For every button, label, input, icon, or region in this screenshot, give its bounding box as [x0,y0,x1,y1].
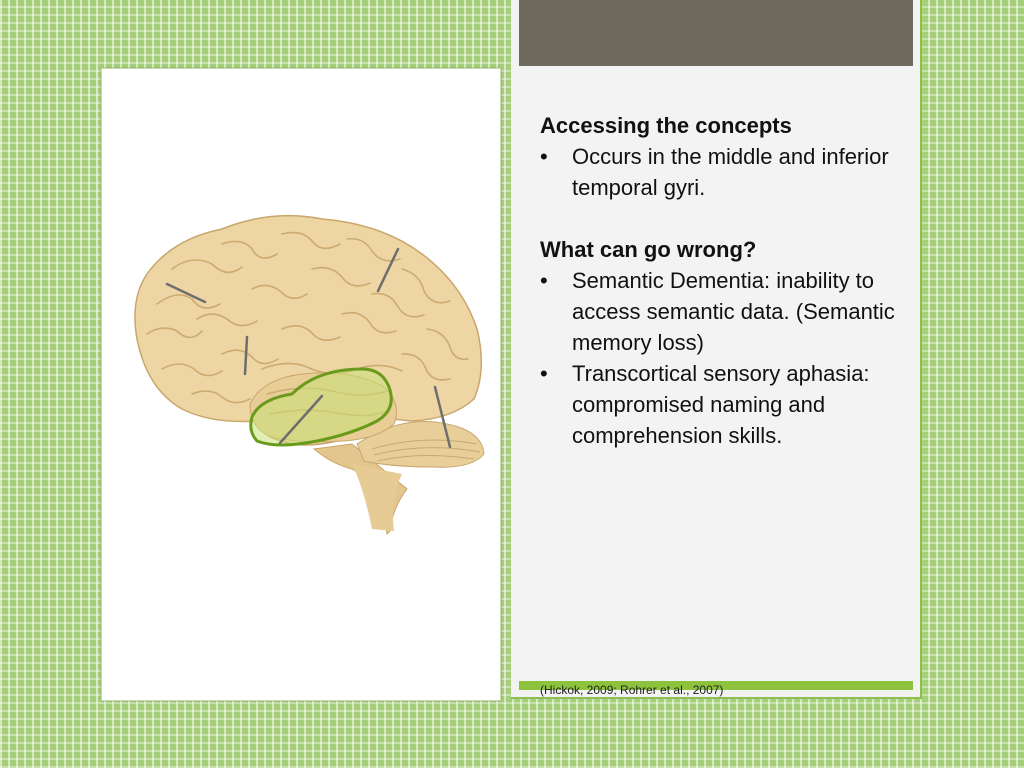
brain-stem-lower [352,464,402,531]
citation: (Hickok, 2009; Rohrer et al., 2007) [540,683,724,697]
bullet-item: • Transcortical sensory aphasia: compromised naming and comprehension skills. [540,358,900,451]
heading-what-can-go-wrong: What can go wrong? [540,237,757,262]
bullet-item: • Occurs in the middle and inferior temporal gyri. [540,141,900,203]
slide-content [540,110,900,451]
heading-accessing-concepts: Accessing the concepts [540,113,792,138]
bullet-item: • Semantic Dementia: inability to access semantic data. (Semantic memory loss) [540,265,900,358]
bullet-list-2 [540,265,900,451]
spacer [540,203,900,234]
text-panel [511,0,922,699]
image-panel [101,68,501,701]
bullet-list-1 [540,141,900,203]
title-bar [519,0,913,66]
brain-illustration [102,69,500,700]
